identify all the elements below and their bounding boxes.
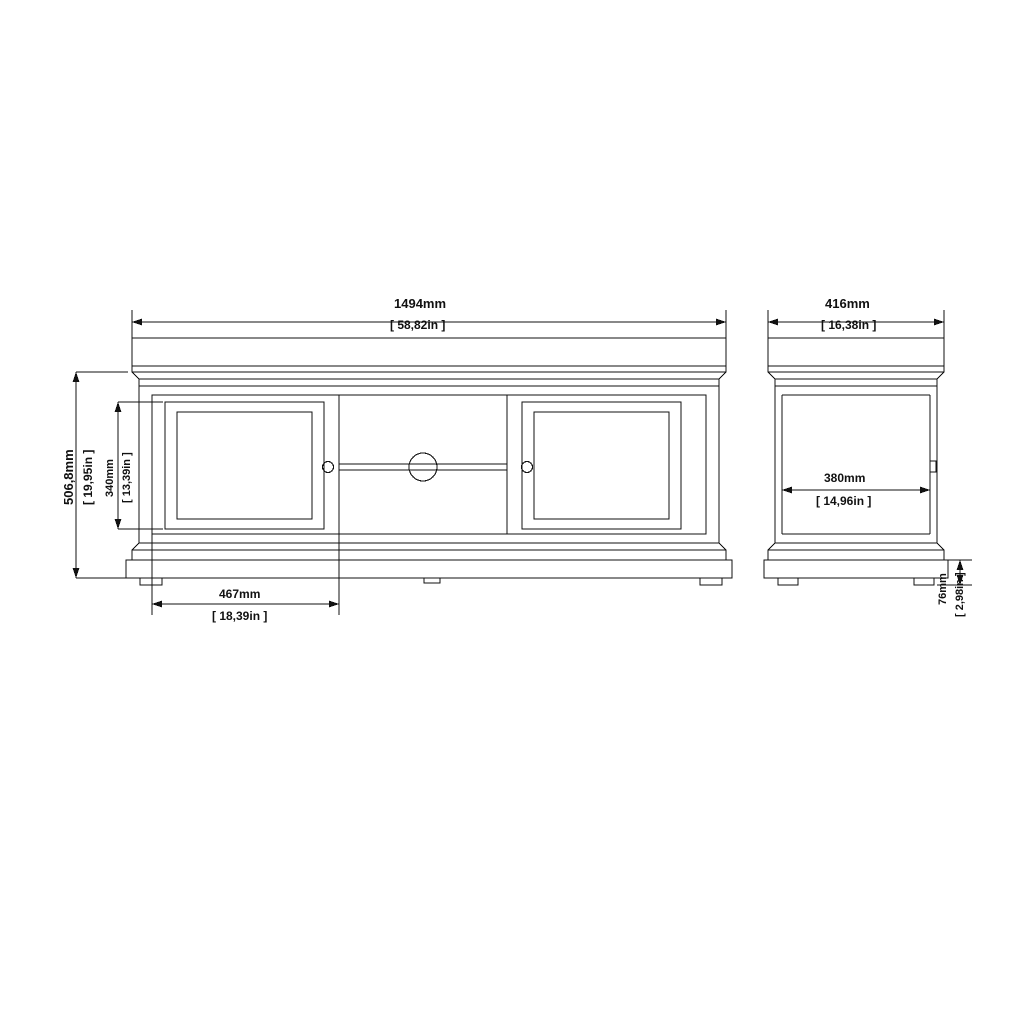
side-view-dimension-lines [768, 310, 972, 585]
front-overall-width-metric: 1494mm [394, 296, 447, 311]
side-view-geometry [764, 338, 948, 585]
side-plinth-height-metric: 76mm [937, 573, 949, 605]
front-view-dimension-lines [76, 310, 726, 615]
front-door-height-metric: 340mm [104, 459, 116, 497]
front-door-height-imperial: [ 13,39in ] [121, 452, 133, 503]
side-body-depth-imperial: [ 14,96in ] [816, 494, 872, 508]
front-view-geometry [126, 338, 732, 585]
front-view-arrowheads [73, 319, 726, 608]
front-overall-height-metric: 506,8mm [61, 449, 76, 505]
front-overall-height-imperial: [ 19,95in ] [81, 449, 95, 505]
front-overall-width-imperial: [ 58,82in ] [390, 318, 446, 332]
side-overall-depth-imperial: [ 16,38in ] [821, 318, 877, 332]
front-door-width-metric: 467mm [219, 587, 261, 601]
front-door-width-imperial: [ 18,39in ] [212, 609, 268, 623]
side-body-depth-metric: 380mm [824, 471, 866, 485]
side-view-arrowheads [768, 319, 963, 585]
side-overall-depth-metric: 416mm [825, 296, 870, 311]
side-plinth-height-imperial: [ 2,98in ] [954, 572, 966, 617]
